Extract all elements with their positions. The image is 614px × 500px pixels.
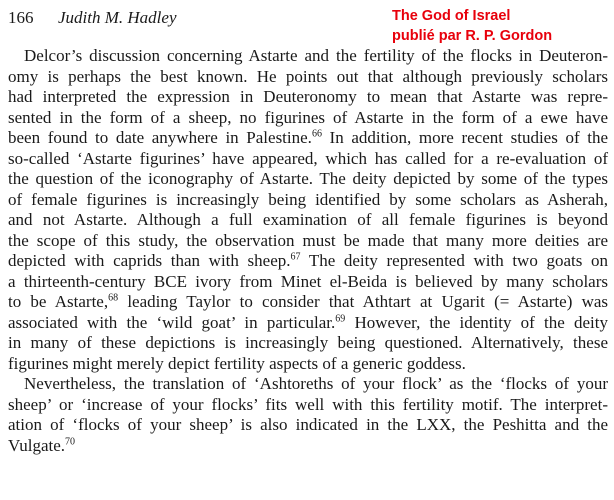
line-text: and not Astarte. Although a full examination of all female figurines is beyond <box>8 210 608 229</box>
line-text-continued: The deity represented with two goats on <box>300 251 608 270</box>
text-line <box>8 169 608 190</box>
line-text: associated with the ‘wild goat’ in particular. <box>8 312 336 332</box>
stamp-title: The God of Israel <box>392 8 511 24</box>
line-text-continued: In addition, more recent studies of the <box>321 128 608 147</box>
text-line <box>8 231 608 252</box>
line-text: to be Astarte, <box>8 292 109 311</box>
footnote-reference: 69 <box>335 312 346 324</box>
text-line <box>8 108 608 129</box>
line-text: the scope of this study, the observation must be made that many more deities are <box>8 230 608 250</box>
running-head-author: Judith M. Hadley <box>58 8 177 27</box>
text-line <box>8 67 608 88</box>
line-text: omy is perhaps the best known. He points out that although previously scholars <box>8 66 608 86</box>
footnote-reference: 67 <box>290 251 301 263</box>
text-line <box>8 251 608 272</box>
line-text: so-called ‘Astarte figurines’ have appeared, which has called for a re-evaluation of <box>8 148 608 168</box>
line-text: had interpreted the expression in Deuteronomy to mean that Astarte was repre- <box>8 87 608 106</box>
line-text: sheep’ or ‘increase of your flocks’ fits well with this fertility motif. The interpret- <box>8 394 608 414</box>
source-stamp <box>392 6 552 46</box>
text-line <box>8 210 608 231</box>
text-line <box>8 272 608 293</box>
page-number: 166 <box>8 8 34 27</box>
text-line <box>8 128 608 149</box>
footnote-reference: 68 <box>108 292 119 304</box>
line-text: figurines might merely depict fertility aspects of a generic goddess. <box>8 353 466 373</box>
line-text: Nevertheless, the translation of ‘Ashtoreths of your flock’ as the ‘flocks of your <box>24 374 608 393</box>
text-line <box>8 436 608 457</box>
text-line <box>8 292 608 313</box>
line-text: been found to date anywhere in Palestine. <box>8 128 312 147</box>
text-line <box>8 415 608 436</box>
footnote-reference: 66 <box>311 128 322 140</box>
line-text: sented in the form of a sheep, no figurines of Astarte in the form of a ewe have <box>8 107 608 127</box>
running-head <box>8 8 177 28</box>
footnote-reference: 70 <box>65 435 76 447</box>
line-text: ation of ‘flocks of your sheep’ is also indicated in the LXX, the Peshitta and the <box>8 415 608 434</box>
text-line <box>8 354 608 375</box>
text-line <box>8 87 608 108</box>
line-text: Vulgate. <box>8 435 66 455</box>
text-line <box>8 333 608 354</box>
line-text: in many of these depictions is increasingly being questioned. Alternatively, these <box>8 333 608 352</box>
line-text: the question of the iconography of Astarte. The deity depicted by some of the types <box>8 169 608 188</box>
stamp-publisher: publié par R. P. Gordon <box>392 28 553 44</box>
line-text: of female figurines is increasingly being identified by some scholars as Asherah, <box>8 189 608 209</box>
line-text: a thirteenth-century BCE ivory from Minet el-Beida is believed by many scholars <box>8 271 608 291</box>
text-line <box>8 313 608 334</box>
text-line <box>8 190 608 211</box>
line-text: depicted with caprids than with sheep. <box>8 251 291 270</box>
text-line <box>8 374 608 395</box>
paragraph <box>8 374 608 456</box>
text-line <box>8 395 608 416</box>
line-text: Delcor’s discussion concerning Astarte and the fertility of the flocks in Deuteron- <box>24 46 608 65</box>
line-text-continued: leading Taylor to consider that Athtart at Ugarit (= Astarte) was <box>118 292 609 311</box>
line-text-continued: However, the identity of the deity <box>345 312 608 332</box>
text-line <box>8 46 608 67</box>
text-line <box>8 149 608 170</box>
paragraph <box>8 46 608 374</box>
body-text <box>8 46 608 456</box>
